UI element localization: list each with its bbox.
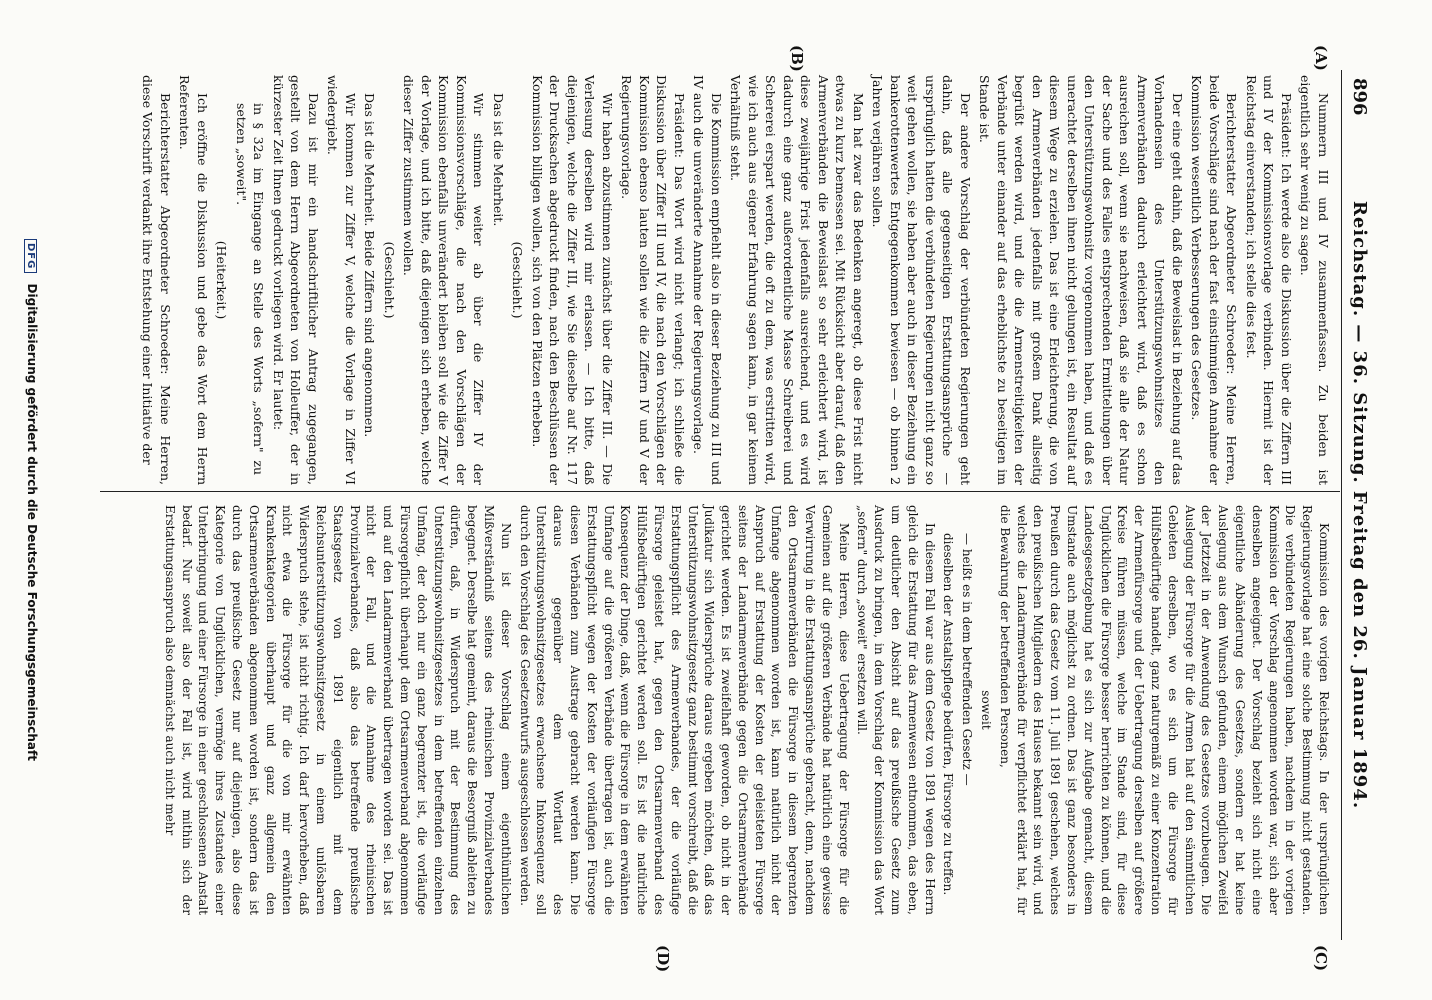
margin-mark-c: (C) bbox=[1312, 945, 1330, 972]
paragraph: Wir kommen zur Ziffer V, welche die Vorlage in Ziffer VI wiedergiebt. bbox=[325, 75, 358, 485]
margin-mark-d: (D) bbox=[654, 945, 672, 973]
dfg-logo: DFG bbox=[24, 239, 37, 273]
paragraph: Berichterstatter Abgeordneter Schroeder: Meine Herren, diese Vorschrift verdankt ihre Entstehung einer Initiative der bbox=[140, 75, 173, 485]
paragraph: Das ist die Mehrheit. Beide Ziffern sind angenommen. bbox=[362, 93, 378, 438]
stage-direction: (Heiterkeit.) bbox=[214, 240, 230, 320]
paragraph: Das ist die Mehrheit. bbox=[491, 93, 506, 227]
header-title: Reichstag. — 36. Sitzung. Freitag den 26. Januar 1894. bbox=[1349, 200, 1370, 810]
right-column bbox=[159, 505, 1332, 915]
paragraph: Berichterstatter Abgeordneter Schroeder: Meine Herren, beide Vorschläge sind nach der fast einstimmigen Annahme der Kommission wesentlich Verbesserungen des Gesetzes. bbox=[1189, 75, 1240, 485]
margin-mark-b: (B) bbox=[788, 45, 806, 72]
page-header bbox=[1341, 70, 1382, 940]
paragraph: Dazu ist mir ein handschriftlicher Antrag zugegangen, gestellt von dem Herrn Abgeordneten von Holleuffer, der in kürzester Zeit Ihnen gedruckt vorliegen wird. Er lautet: bbox=[271, 75, 321, 485]
footer-text: Digitalisierung gefördert durch die Deutsche Forschungsgemeinschaft bbox=[25, 283, 39, 761]
page-number: 896 bbox=[1349, 78, 1370, 116]
stage-direction: (Geschieht.) bbox=[510, 241, 526, 319]
paragraph: Die Kommission empfiehlt also in dieser Beziehung zu III und IV auch die unveränderte Annahme der Regierungsvorlage. bbox=[691, 75, 724, 485]
paragraph: Der andere Vorschlag der verbündeten Regierungen geht dahin, daß alle gegenseitigen Erstattungsansprüche — ursprünglich hatten die verbündeten Regierungen nicht ganz so weit gehen wollen, sie haben aber auch in dieser Beziehung ein bankerottenwertes Entgegenkommen bewiesen — ob binnen 2 Jahren verjähren sollen. bbox=[870, 75, 973, 485]
stage-direction: (Geschieht.) bbox=[382, 241, 397, 319]
paragraph: Man hat zwar das Bedenken angeregt, ob diese Frist nicht etwas zu kurz bemessen sei. Mit Rücksicht aber darauf, daß den Armenverbänden die Beweislast so sehr erleichtert wird, ist diese zweijährige Frist jedenfalls ausreichend, und es wird dadurch eine ganz außerordentliche Masse Schreiberei und Schererei erspart werden, die oft zu dem, was erstritten wird, wie ich auch aus eigener Erfahrung sagen kann, in gar keinem Verhältniß steht. bbox=[728, 75, 866, 485]
column-divider bbox=[100, 491, 1340, 492]
margin-mark-a: (A) bbox=[1312, 45, 1330, 71]
quoted-amendment: in § 32a im Eingange an Stelle des Worts „sofern" zu setzen „soweit". bbox=[234, 103, 267, 475]
quoted-passage: dieselben der Anstaltspflege bedürfen, Fürsorge zu treffen. bbox=[941, 533, 956, 896]
paragraph: Präsident: Ich werde also die Diskussion über die Ziffern III und IV der Kommissionsvorlage verbinden. Hiermit ist der Reichstag einverstanden; ich stelle dies fest. bbox=[1244, 75, 1294, 485]
paragraph: Ich eröffne die Diskussion und gebe das Wort dem Herrn Referenten. bbox=[177, 75, 210, 485]
paragraph: Der eine geht dahin, daß die Beweislast in Beziehung auf das Vorhandensein des Unterstützungswohnsitzes den Armenverbänden dadurch erleichtert wird, daß es schon ausreichen soll, wenn sie nachweisen, daß sie alle der Natur der Sache und des Falles entsprechenden Ermittelungen über den Unterstützungswohnsitz vorgenommen haben, und daß es unerachtet derselben ihnen nicht gelungen ist, ein Resultat auf diesem Wege zu erzielen. Das ist eine Erleichterung, die von den Armenverbänden jedenfalls mit großem Dank allseitig begrüßt werden wird, und die die Armenstreitigkeiten der Verbände unter einander auf das erheblichste zu beseitigen im Stande ist. bbox=[977, 75, 1185, 485]
paragraph: Meine Herren, diese Uebertragung der Fürsorge für die Gemeinen auf die größeren Verbände hat natürlich eine gewisse Verwirrung in die Erstattungsansprüche gebracht, denn, nachdem den Ortsarmenverbänden die Fürsorge in diesem begrenzten Umfange abgenommen worden ist, kann natürlich nicht der Anspruch auf Erstattung der Kosten der geleisteten Fürsorge seitens der Landarmenverbände gegen die Ortsarmenverbände gerichtet werden. Es ist zweifelhaft geworden, ob nicht in der Judikatur sich Widersprüche daraus ergeben möchten, daß das Unterstützungswohnsitzgesetz ganz bestimmt vorschreibt, daß die Erstattungspflicht des Armenverbandes, der die vorläufige Fürsorge geleistet hat, gegen den Ortsarmenverband des Hülfsbedürftigen gerichtet werden soll. Es ist die natürliche Konsequenz der Dinge, daß, wenn die Fürsorge in dem erwähnten Umfange auf die größeren Verbände übertragen ist, auch die Erstattungspflicht wegen der Kosten der vorläufigen Fürsorge diesen Verbänden zum Austrage gebracht werden kann. Die daraus gegenüber dem Wortlaut des Unterstützungswohnsitzgesetzes erwachsene Inkonsequenz soll durch den Vorschlag des Gesetzentwurfs ausgeschlossen werden. bbox=[517, 505, 851, 915]
paragraph: Nummern III und IV zusammenfassen. Zu beiden ist eigentlich sehr wenig zu sagen. bbox=[1298, 75, 1331, 485]
paragraph: Wir haben abzustimmen zunächst über die Ziffer III. — Die Verlesung derselben wird mir erlassen. — Ich bitte, daß diejenigen, welche die Ziffer III, wie Sie dieselbe auf Nr. 117 der Drucksachen abgedruckt finden, nach den Beschlüssen der Kommission billigen wollen, sich von den Plätzen erheben. bbox=[530, 75, 615, 485]
paragraph: Kommission des vorigen Reichstags. In der ursprünglichen Regierungsvorlage hat eine solche Bestimmung nicht gestanden. Die verbündeten Regierungen haben, nachdem in der vorigen Kommission der Vorschlag angenommen worden war, sich aber denselben angeeignet. Der Vorschlag bezieht sich nicht eine eigentliche Abänderung des Gesetzes, sondern er hat keine Auslegung aus dem Wunsch gefunden, einem möglichen Zweifel der Jetztzeit in der Anwendung des Gesetzes vorzubeugen. Die Auslegung der Fürsorge für die Armen hat auf den sämmtlichen Gebieten derselben, wo es sich um die Fürsorge für Hülfsbedürftige handelt, ganz naturgemäß zu einer Konzentration der Armenfürsorge und der Uebertragung derselben auf größere Kreise führen müssen, welche im Stande sind, für diese Unglücklichen die Fürsorge besser herrichten zu können, und die Landesgesetzgebung hat es sich zur Aufgabe gemacht, diesem Umstande auch möglichst zu ordnen. Das ist ganz besonders in Preußen durch das Gesetz vom 11. Juli 1891 geschehen, welches den preußischen Mitgliedern des Hauses bekannt sein wird, und welches die Landarmenverbände für verpflichtet erklärt hat, für die Bewahrung der betreffenden Personen, bbox=[997, 505, 1331, 915]
paragraph: In diesem Fall war aus dem Gesetz von 1891 wegen des Herrn gleich die Erstattung für das Armenwesen entnommen, das eben, um deutlicher den Absicht auf das preußische Gesetz zum Ausdruck zu bringen, in dem Vorschlag der Kommission das Wort „sofern" durch „soweit" ersetzen will. bbox=[855, 505, 937, 915]
paragraph: Wir stimmen weiter ab über die Ziffer IV der Kommissionsvorschläge, die nach den Vorschlägen der Kommission ebenfalls unverändert bleiben soll wie die Ziffer V der Vorlage, und ich bitte, daß diejenigen sich erheben, welche dieser Ziffer zustimmen wollen. bbox=[401, 75, 487, 485]
digitization-footer bbox=[24, 0, 39, 1000]
paragraph: Präsident: Das Wort wird nicht verlangt; ich schließe die Diskussion über Ziffer III und IV, die nach den Vorschlägen der Kommission ebenso lauten sollen wie die Ziffern IV und V der Regierungsvorlage. bbox=[619, 75, 687, 485]
quoted-word: soweit bbox=[979, 690, 994, 730]
paragraph: Nun ist dieser Vorschlag einem eigenthümlichen Mißverständniß seitens des rheinischen Provinzialverbandes begegnet. Derselbe hat gemeint, daraus die Besorgniß ableiten zu dürfen, daß, in Widerspruch mit der Bestimmung des Unterstützungswohnsitzgesetzes in dem betreffenden einzelnen Umfang, der doch nur ein ganz begrenzter ist, die vorläufige Fürsorgepflicht überhaupt dem Ortsarmenverband abgenommen und auf den Landarmenverband übertragen worden sei. Das ist nicht der Fall, und die Annahme des rheinischen Provinzialverbandes, daß also das betreffende preußische Staatsgesetz von 1891 eigentlich mit dem Reichsunterstützungswohnsitzgesetz in einem unlösbaren Widerspruch stehe, ist nicht richtig. Ich darf hervorheben, daß nicht etwa die Fürsorge für die von mir erwähnten Krankenkategorien überhaupt und ganz allgemein den Ortsarmenverbänden abgenommen worden ist, sondern das ist durch das preußische Gesetz nur auf diejenigen, also diese Kategorie von Unglücklichen, vermöge ihres Zustandes einer Unterbringung und einer Fürsorge in einer geschlossenen Anstalt bedarf. Nur soweit also der Fall ist, wird mithin sich der Erstattungsanspruch also demnächst auch nicht mehr bbox=[162, 505, 513, 915]
left-column bbox=[137, 75, 1332, 485]
quote-interjection: — heißt es in dem betreffenden Gesetz — bbox=[960, 533, 975, 786]
